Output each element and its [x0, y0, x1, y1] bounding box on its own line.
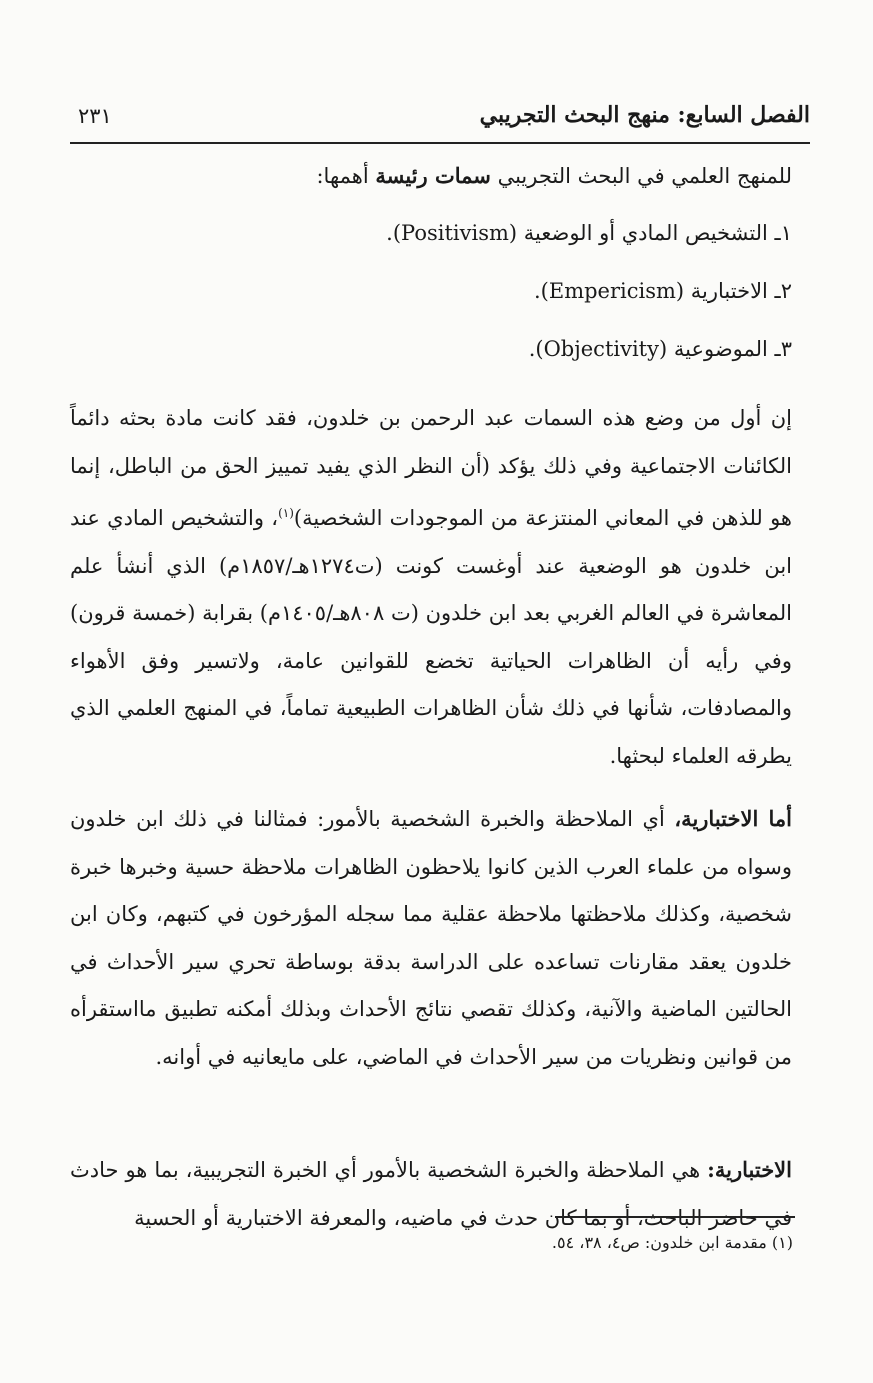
intro-before: للمنهج العلمي في البحث التجريبي — [497, 164, 792, 188]
paragraph1-text-b: ، والتشخيص المادي عند ابن خلدون هو الوضعية عند أوغست كونت (ت١٢٧٤هـ/١٨٥٧م) الذي أنشأ علم المعاشرة في العالم الغربي بعد ابن خلدون (ت ٨٠٨هـ/١٤٠٥م) بقرابة (خمسة قرون) وفي رأيه أن الظاهرات الحياتية تخضع للقوانين عامة، ولاتسير وفق الأهواء والمصادفات، شأنها في ذلك شأن الظاهرات الطبيعية تماماً، في المنهج العلمي الذي يطرقه العلماء لبحثها. — [70, 506, 793, 768]
intro-sentence — [70, 148, 792, 204]
page-number: ٢٣١ — [78, 104, 112, 128]
paragraph-empiricism-definition — [70, 1146, 792, 1241]
list-item: ٣ـ الموضوعية (Objectivity). — [528, 337, 792, 361]
body-text — [70, 148, 792, 1241]
footnote-reference[interactable]: (١) — [278, 506, 294, 520]
header-rule — [70, 142, 810, 144]
list-item: ٢ـ الاختبارية (Empericism). — [533, 279, 792, 303]
footnote: (١) مقدمة ابن خلدون: ص٤، ٣٨، ٥٤. — [551, 1233, 793, 1252]
paragraph3-bold-term: الاختبارية: — [707, 1157, 792, 1182]
paragraph1-text-a: إن أول من وضع هذه السمات عبد الرحمن بن خلدون، فقد كانت مادة بحثه دائماً الكائنات الاجتماعية وفي ذلك يؤكد (أن النظر الذي يفيد تمييز الحق من الباطل، إنما هو للذهن في المعاني المنتزعة من الموجودات الشخصية) — [70, 406, 792, 530]
list-item: ١ـ التشخيص المادي أو الوضعية (Positivism). — [386, 221, 792, 245]
paragraph-empiricism — [70, 795, 792, 1128]
paragraph2-bold-term: أما الاختبارية، — [674, 806, 792, 831]
paragraph-ibn-khaldun — [70, 395, 792, 775]
paragraph3-text: هي الملاحظة والخبرة الشخصية بالأمور أي الخبرة التجريبية، بما هو حادث في حاضر الباحث، أو بما كان حدث في ماضيه، والمعرفة الاختبارية أو الحسية — [70, 1158, 792, 1230]
intro-after: أهمها: — [316, 164, 369, 188]
intro-bold-term: سمات رئيسة — [375, 163, 491, 188]
features-list — [70, 204, 792, 378]
running-header — [70, 100, 810, 140]
footnote-rule — [555, 1216, 795, 1218]
chapter-title: الفصل السابع: منهج البحث التجريبي — [479, 102, 810, 128]
paragraph2-text: أي الملاحظة والخبرة الشخصية بالأمور: فمثالنا في ذلك ابن خلدون وسواه من علماء العرب الذين كانوا يلاحظون الظاهرات ملاحظة حسية وخبرها خبرة شخصية، وكذلك ملاحظتها ملاحظة عقلية مما سجله المؤرخون في كتبهم، وكان ابن خلدون يعقد مقارنات تساعده على الدراسة بدقة بوساطة تحري سير الأحداث في الحالتين الماضية والآنية، وكذلك تقصي نتائج الأحداث وبذلك أمكنه تطبيق مااستقرأه من قوانين ونظريات من سير الأحداث في الماضي، على مايعانيه في أوانه. — [70, 807, 792, 1069]
